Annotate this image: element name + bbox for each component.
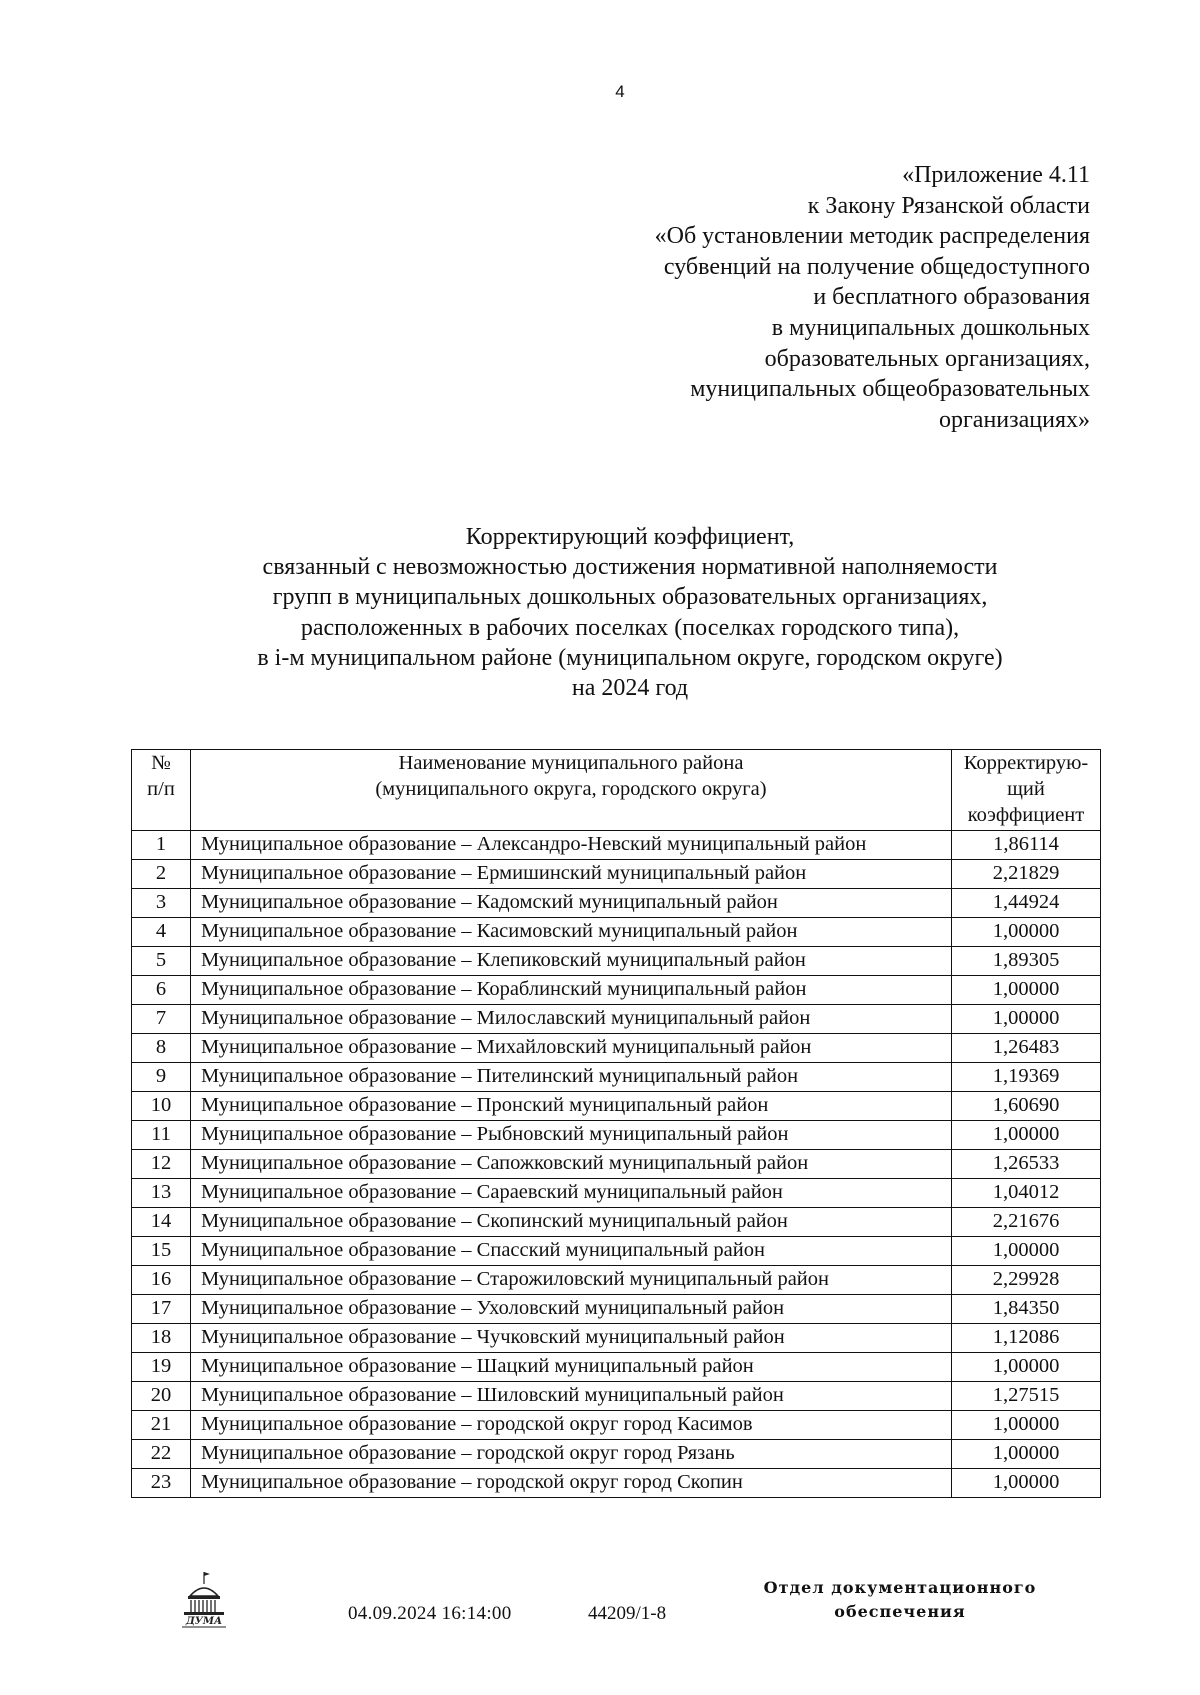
row-number: 12 xyxy=(132,1150,191,1179)
row-coefficient: 1,19369 xyxy=(952,1063,1101,1092)
department-line: обеспечения xyxy=(834,1602,966,1621)
row-number: 14 xyxy=(132,1208,191,1237)
row-number: 17 xyxy=(132,1295,191,1324)
row-coefficient: 1,04012 xyxy=(952,1179,1101,1208)
row-coefficient: 2,21829 xyxy=(952,860,1101,889)
row-name: Муниципальное образование – городской округ город Рязань xyxy=(191,1440,952,1469)
row-name: Муниципальное образование – Сапожковский муниципальный район xyxy=(191,1150,952,1179)
row-coefficient: 1,89305 xyxy=(952,947,1101,976)
row-name: Муниципальное образование – Ухоловский муниципальный район xyxy=(191,1295,952,1324)
header-text: Наименование муниципального района xyxy=(398,752,744,774)
row-name: Муниципальное образование – городской округ город Скопин xyxy=(191,1469,952,1498)
row-coefficient: 1,26533 xyxy=(952,1150,1101,1179)
appendix-line: и бесплатного образования xyxy=(813,284,1090,311)
appendix-line: «Приложение 4.11 xyxy=(902,162,1090,188)
row-coefficient: 1,26483 xyxy=(952,1034,1101,1063)
title-line: расположенных в рабочих поселках (поселках городского типа), xyxy=(300,614,960,641)
row-coefficient: 1,44924 xyxy=(952,889,1101,918)
row-coefficient: 1,84350 xyxy=(952,1295,1101,1324)
row-name: Муниципальное образование – Шацкий муниципальный район xyxy=(191,1353,952,1382)
row-coefficient: 1,00000 xyxy=(952,1005,1101,1034)
header-text: Корректирую- xyxy=(963,752,1089,774)
row-number: 18 xyxy=(132,1324,191,1353)
row-name: Муниципальное образование – Клепиковский муниципальный район xyxy=(191,947,952,976)
department-stamp xyxy=(740,1576,1060,1624)
appendix-line: «Об установлении методик распределения xyxy=(654,223,1090,250)
table-row xyxy=(132,1034,1101,1063)
table-row xyxy=(132,1179,1101,1208)
table-row xyxy=(132,1295,1101,1324)
row-name: Муниципальное образование – Милославский муниципальный район xyxy=(191,1005,952,1034)
row-name: Муниципальное образование – Касимовский муниципальный район xyxy=(191,918,952,947)
title-line: в i-м муниципальном районе (муниципальном округе, городском округе) xyxy=(257,644,1003,671)
table-row xyxy=(132,831,1101,860)
table-row xyxy=(132,918,1101,947)
table-row xyxy=(132,1208,1101,1237)
row-number: 10 xyxy=(132,1092,191,1121)
appendix-line: организациях» xyxy=(938,406,1090,433)
logo-text: ДУМА xyxy=(185,1616,223,1627)
row-number: 2 xyxy=(132,860,191,889)
row-number: 22 xyxy=(132,1440,191,1469)
document-title xyxy=(100,522,1160,703)
table-row xyxy=(132,1150,1101,1179)
title-line: Корректирующий коэффициент, xyxy=(465,524,795,550)
header-coefficient xyxy=(952,750,1101,831)
header-text: (муниципального округа, городского округа) xyxy=(375,778,767,800)
row-name: Муниципальное образование – Чучковский муниципальный район xyxy=(191,1324,952,1353)
row-number: 8 xyxy=(132,1034,191,1063)
row-coefficient: 1,60690 xyxy=(952,1092,1101,1121)
row-coefficient: 1,00000 xyxy=(952,1411,1101,1440)
header-name xyxy=(191,750,952,831)
registration-number: 44209/1-8 xyxy=(588,1603,667,1624)
header-text: коэффициент xyxy=(967,804,1085,826)
row-name: Муниципальное образование – Ермишинский муниципальный район xyxy=(191,860,952,889)
appendix-line: в муниципальных дошкольных xyxy=(771,314,1090,341)
row-name: Муниципальное образование – Пронский муниципальный район xyxy=(191,1092,952,1121)
table-row xyxy=(132,1469,1101,1498)
table-row xyxy=(132,1440,1101,1469)
row-coefficient: 1,00000 xyxy=(952,976,1101,1005)
row-number: 1 xyxy=(132,831,191,860)
table-row xyxy=(132,976,1101,1005)
row-name: Муниципальное образование – Шиловский муниципальный район xyxy=(191,1382,952,1411)
row-number: 6 xyxy=(132,976,191,1005)
title-line: групп в муниципальных дошкольных образовательных организациях, xyxy=(272,584,988,611)
row-coefficient: 1,12086 xyxy=(952,1324,1101,1353)
row-coefficient: 1,00000 xyxy=(952,1440,1101,1469)
row-coefficient: 1,00000 xyxy=(952,1469,1101,1498)
row-number: 9 xyxy=(132,1063,191,1092)
row-number: 5 xyxy=(132,947,191,976)
row-number: 23 xyxy=(132,1469,191,1498)
row-coefficient: 1,00000 xyxy=(952,1353,1101,1382)
row-number: 20 xyxy=(132,1382,191,1411)
table-row xyxy=(132,1353,1101,1382)
table-row xyxy=(132,1092,1101,1121)
header-text: п/п xyxy=(147,778,175,800)
row-name: Муниципальное образование – Кадомский муниципальный район xyxy=(191,889,952,918)
appendix-line: муниципальных общеобразовательных xyxy=(690,376,1090,403)
department-line: Отдел документационного xyxy=(763,1578,1037,1597)
row-name: Муниципальное образование – Скопинский муниципальный район xyxy=(191,1208,952,1237)
row-coefficient: 2,21676 xyxy=(952,1208,1101,1237)
row-number: 4 xyxy=(132,918,191,947)
row-number: 11 xyxy=(132,1121,191,1150)
duma-logo-graphic xyxy=(180,1570,240,1630)
row-number: 15 xyxy=(132,1237,191,1266)
row-name: Муниципальное образование – Рыбновский муниципальный район xyxy=(191,1121,952,1150)
header-text: № xyxy=(151,752,171,774)
page-number: 4 xyxy=(615,82,625,101)
title-line: связанный с невозможностью достижения нормативной наполняемости xyxy=(262,554,998,581)
coefficient-table xyxy=(131,749,1101,1498)
table-row xyxy=(132,1266,1101,1295)
row-number: 7 xyxy=(132,1005,191,1034)
row-name: Муниципальное образование – Михайловский муниципальный район xyxy=(191,1034,952,1063)
table-header-row xyxy=(132,750,1101,831)
header-text: щий xyxy=(1007,778,1045,800)
table-row xyxy=(132,1382,1101,1411)
table-row xyxy=(132,889,1101,918)
row-number: 16 xyxy=(132,1266,191,1295)
table-row xyxy=(132,1237,1101,1266)
table-row xyxy=(132,1324,1101,1353)
appendix-line: образовательных организациях, xyxy=(764,345,1090,372)
appendix-header xyxy=(530,160,1090,435)
table-row xyxy=(132,1063,1101,1092)
table-row xyxy=(132,947,1101,976)
row-coefficient: 1,00000 xyxy=(952,918,1101,947)
row-number: 13 xyxy=(132,1179,191,1208)
appendix-line: к Закону Рязанской области xyxy=(807,192,1090,219)
row-number: 3 xyxy=(132,889,191,918)
row-name: Муниципальное образование – Спасский муниципальный район xyxy=(191,1237,952,1266)
table-row xyxy=(132,1005,1101,1034)
table-row xyxy=(132,1411,1101,1440)
registration-datetime: 04.09.2024 16:14:00 xyxy=(348,1603,512,1624)
row-coefficient: 2,29928 xyxy=(952,1266,1101,1295)
appendix-line: субвенций на получение общедоступного xyxy=(663,253,1090,280)
duma-building-icon xyxy=(180,1570,240,1630)
row-name: Муниципальное образование – городской округ город Касимов xyxy=(191,1411,952,1440)
row-number: 19 xyxy=(132,1353,191,1382)
row-name: Муниципальное образование – Старожиловский муниципальный район xyxy=(191,1266,952,1295)
row-number: 21 xyxy=(132,1411,191,1440)
header-number xyxy=(132,750,191,831)
row-name: Муниципальное образование – Пителинский муниципальный район xyxy=(191,1063,952,1092)
title-line: на 2024 год xyxy=(571,675,689,702)
row-name: Муниципальное образование – Александро-Невский муниципальный район xyxy=(191,831,952,860)
row-coefficient: 1,27515 xyxy=(952,1382,1101,1411)
row-coefficient: 1,86114 xyxy=(952,831,1101,860)
row-name: Муниципальное образование – Сараевский муниципальный район xyxy=(191,1179,952,1208)
row-coefficient: 1,00000 xyxy=(952,1121,1101,1150)
row-name: Муниципальное образование – Кораблинский муниципальный район xyxy=(191,976,952,1005)
row-coefficient: 1,00000 xyxy=(952,1237,1101,1266)
table-row xyxy=(132,1121,1101,1150)
table-row xyxy=(132,860,1101,889)
